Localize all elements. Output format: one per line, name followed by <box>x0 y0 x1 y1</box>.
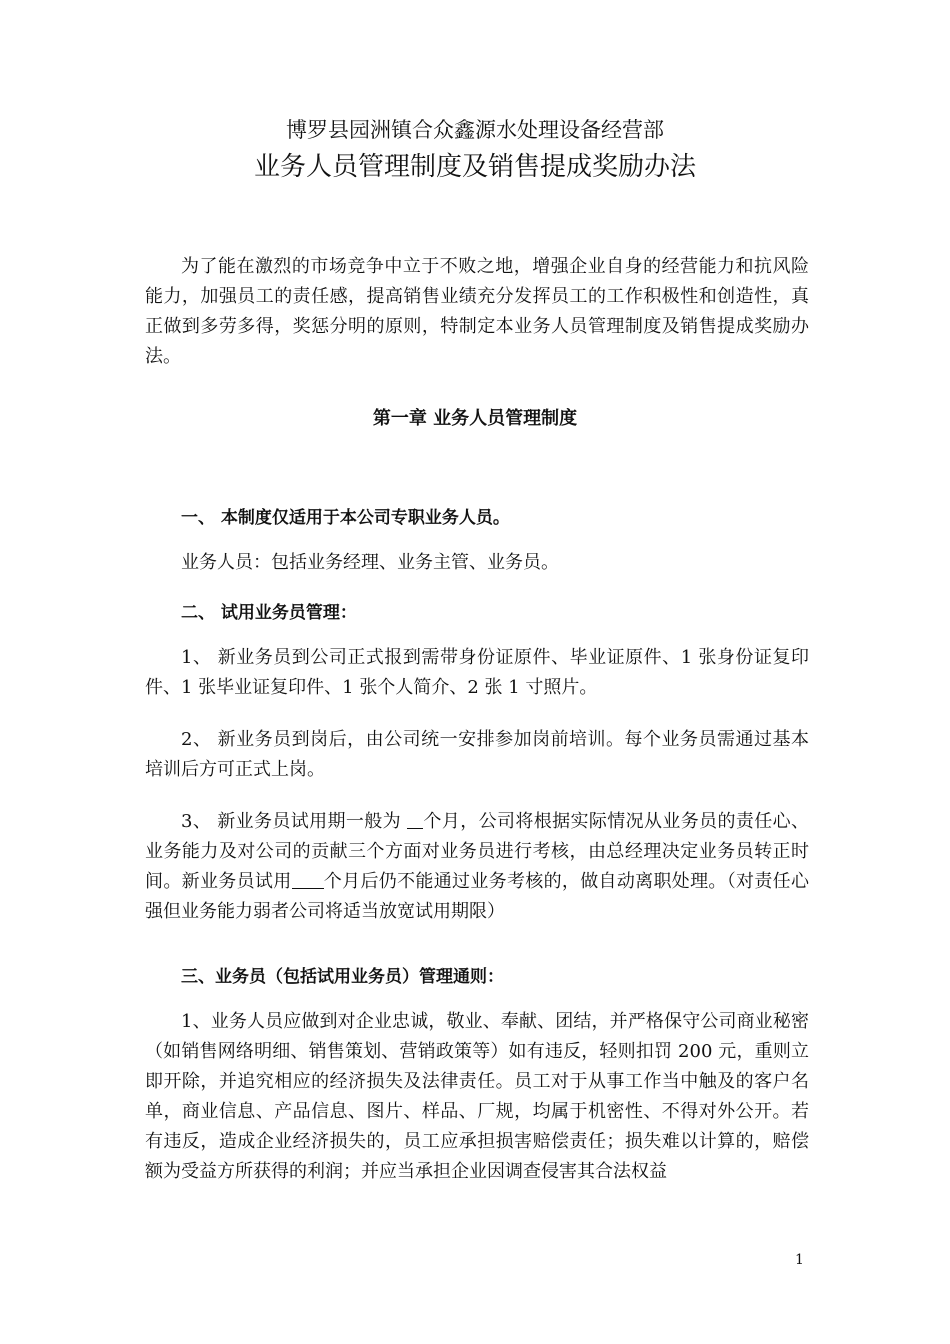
section-2-item-2: 2、 新业务员到岗后，由公司统一安排参加岗前培训。每个业务员需通过基本培训后方可正式上岗。 <box>145 729 809 780</box>
page-number: 1 <box>795 1252 804 1268</box>
chapter-heading: 第一章 业务人员管理制度 <box>372 408 578 429</box>
section-2-item-3: 3、 新业务员试用期一般为 个月，公司将根据实际情况从业务员的责任心、业务能力及对公司的贡献三个方面对业务员进行考核，由总经理决定业务员转正时间。新业务员试用 个月后仍不能通过业务考核的，做自动离职处理。（对责任心强但业务能力弱者公司将适当放宽试用期限） <box>145 811 809 922</box>
section-1-heading: 一、 本制度仅适用于本公司专职业务人员。 <box>181 508 510 528</box>
section-3-heading: 三、业务员（包括试用业务员）管理通则： <box>181 967 504 987</box>
section-2-item-1: 1、 新业务员到公司正式报到需带身份证原件、毕业证原件、1 张身份证复印件、1 张毕业证复印件、1 张个人简介、2 张 1 寸照片。 <box>145 647 809 698</box>
blank-underline <box>407 810 423 829</box>
blank-underline <box>292 870 324 889</box>
section-3-item-1: 1、业务人员应做到对企业忠诚，敬业、奉献、团结，并严格保守公司商业秘密（如销售网络明细、销售策划、营销政策等）如有违反，轻则扣罚 200 元，重则立即开除，并追究相应的经济损失及法律责任。员工对于从事工作当中触及的客户名单，商业信息、产品信息、图片、样品、厂规，均属于机密性、不得对外公开。若有违反，造成企业经济损失的，员工应承担损害赔偿责任；损失难以计算的，赔偿额为受益方所获得的利润；并应当承担企业因调查侵害其合法权益 <box>145 1011 809 1182</box>
document-title: 业务人员管理制度及销售提成奖励办法 <box>253 152 696 182</box>
company-name: 博罗县园洲镇合众鑫源水处理设备经营部 <box>286 118 664 142</box>
intro-paragraph: 为了能在激烈的市场竞争中立于不败之地，增强企业自身的经营能力和抗风险能力，加强员工的责任感，提高销售业绩充分发挥员工的工作积极性和创造性，真正做到多劳多得，奖惩分明的原则，特制定本业务人员管理制度及销售提成奖励办法。 <box>145 256 809 367</box>
section-2-heading: 二、 试用业务员管理： <box>181 603 357 623</box>
section-1-text: 业务人员：包括业务经理、业务主管、业务员。 <box>181 552 559 573</box>
